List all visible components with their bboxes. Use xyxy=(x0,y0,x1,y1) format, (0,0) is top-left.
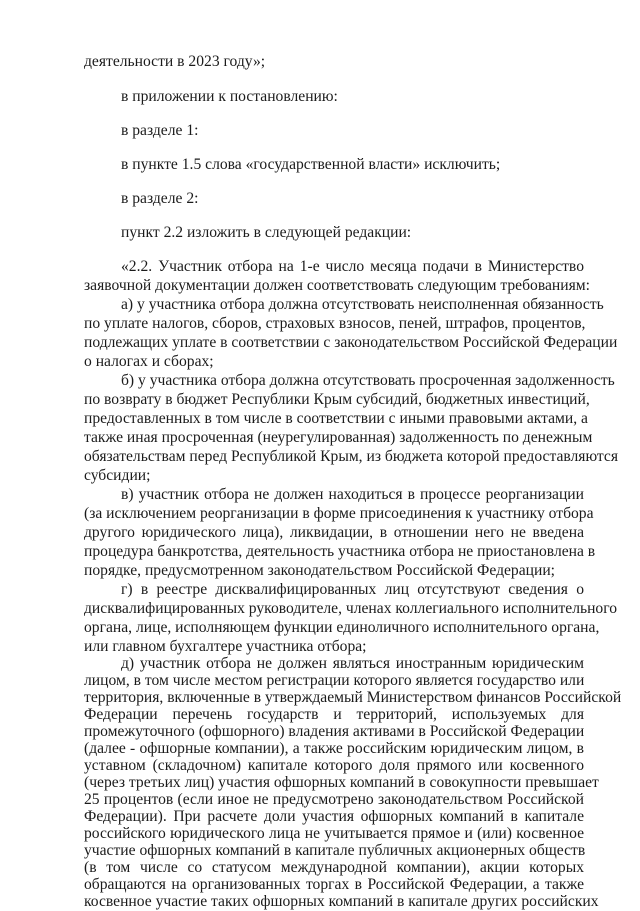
text-line: в приложении к постановлению: xyxy=(121,88,338,105)
text-line: подлежащих уплате в соответствии с законодательством Российской Федерации xyxy=(84,334,618,351)
text-line: порядке, предусмотренном законодательством Российской Федерации; xyxy=(84,562,556,579)
text-line: или главном бухгалтере участника отбора; xyxy=(84,638,367,655)
text-line: (в том числе со статусом международной компании), акции которых xyxy=(84,859,584,876)
text-line: территория, включенные в утверждаемый Министерством финансов Российской xyxy=(84,689,622,706)
text-line: пункт 2.2 изложить в следующей редакции: xyxy=(121,224,412,241)
text-line: заявочной документации должен соответствовать следующим требованиям: xyxy=(84,277,590,294)
text-line: а) у участника отбора должна отсутствовать неисполненная обязанность xyxy=(121,296,604,313)
text-line: участие офшорных компаний в капитале публичных акционерных обществ xyxy=(84,842,586,859)
text-line: в разделе 2: xyxy=(121,190,199,207)
text-line: «2.2. Участник отбора на 1-е число месяца подачи в Министерство xyxy=(121,258,584,275)
text-line: (за исключением реорганизации в форме присоединения к участнику отбора xyxy=(84,505,594,522)
text-line: 25 процентов (если иное не предусмотрено законодательством Российской xyxy=(84,791,584,808)
text-line: обязательствам перед Республикой Крым, из бюджета которой предоставляются xyxy=(84,448,619,465)
text-line: (далее - офшорные компании), а также российским юридическим лицом, в xyxy=(84,740,584,757)
text-line: деятельности в 2023 году»; xyxy=(84,53,266,70)
text-line: в пункте 1.5 слова «государственной власти» исключить; xyxy=(121,156,501,173)
text-line: дисквалифицированных руководителе, членах коллегиального исполнительного xyxy=(84,600,618,617)
text-line: уставном (складочном) капитале которого доля прямого или косвенного xyxy=(84,757,584,774)
text-line: промежуточного (офшорного) владения активами в Российской Федерации xyxy=(84,723,585,740)
text-line: органа, лице, исполняющем функции единоличного исполнительного органа, xyxy=(84,619,600,636)
text-line: по возврату в бюджет Республики Крым субсидий, бюджетных инвестиций, xyxy=(84,391,590,408)
text-line: б) у участника отбора должна отсутствовать просроченная задолженность xyxy=(121,372,615,389)
text-line: по уплате налогов, сборов, страховых взносов, пеней, штрафов, процентов, xyxy=(84,315,586,332)
text-line: (через третьих лиц) участия офшорных компаний в совокупности превышает xyxy=(84,774,599,791)
text-line: другого юридического лица), ликвидации, в отношении него не введена xyxy=(84,524,584,541)
text-line: субсидии; xyxy=(84,467,151,484)
text-line: российского юридического лица не учитывается прямое и (или) косвенное xyxy=(84,825,584,842)
text-line: лицом, в том числе местом регистрации которого является государство или xyxy=(84,672,585,689)
text-line: в) участник отбора не должен находиться в процессе реорганизации xyxy=(121,486,584,503)
text-line: о налогах и сборах; xyxy=(84,353,214,370)
text-line: косвенное участие таких офшорных компаний в капитале других российских xyxy=(84,893,599,910)
text-line: обращаются на организованных торгах в Российской Федерации, а также xyxy=(84,876,584,893)
text-line: предоставленных в том числе в соответствии с иными правовыми актами, а xyxy=(84,410,588,427)
text-line: в разделе 1: xyxy=(121,122,199,139)
text-line: процедура банкротства, деятельность участника отбора не приостановлена в xyxy=(84,543,596,560)
text-line: Федерации перечень государств и территорий, используемых для xyxy=(84,706,584,723)
text-line: г) в реестре дисквалифицированных лиц отсутствуют сведения о xyxy=(121,581,584,598)
text-line: также иная просроченная (неурегулированная) задолженность по денежным xyxy=(84,429,593,446)
text-line: д) участник отбора не должен являться иностранным юридическим xyxy=(121,655,584,672)
text-line: Федерации). При расчете доли участия офшорных компаний в капитале xyxy=(84,808,584,825)
